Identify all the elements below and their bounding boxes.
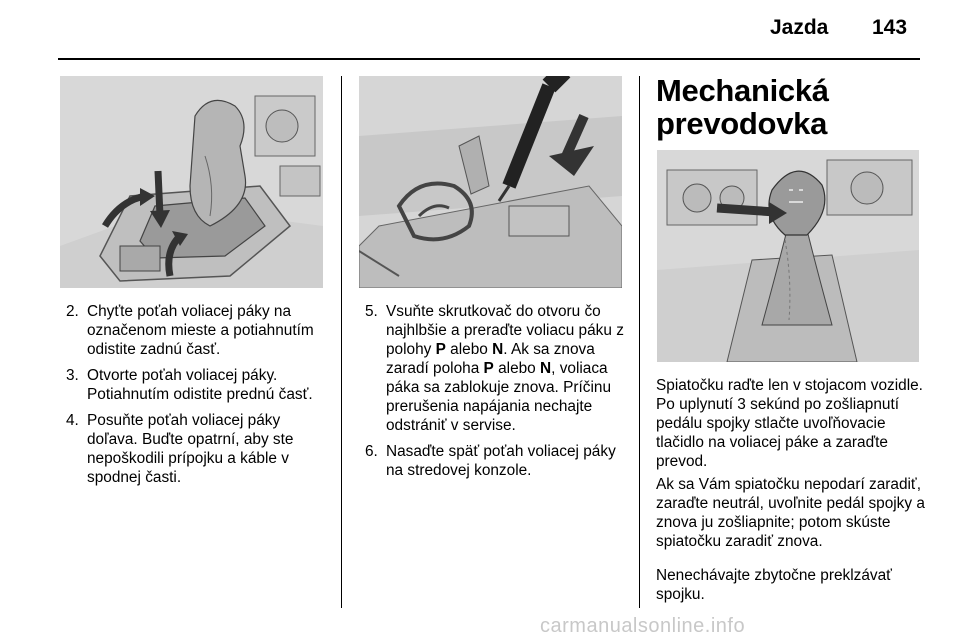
- step-text-part: alebo: [493, 360, 541, 377]
- step-item: [365, 302, 629, 435]
- paragraph: Ak sa Vám spiatočku nepodarí zaradiť, zaraďte neutrál, uvoľnite pedál spojky a znova ju zošliapnite; potom skúste spiatočku zaradiť znova.: [656, 476, 925, 550]
- step-text: Nasaďte späť poťah voliacej páky na stredovej konzole.: [386, 443, 616, 479]
- step-item: [66, 302, 330, 359]
- paragraph: Spiatočku raďte len v stojacom vozidle. Po uplynutí 3 sekúnd po zošliapnutí pedálu spojky stlačte uvoľňovacie tlačidlo na voliacej páke a zaraďte prevod.: [656, 377, 923, 470]
- step-text-part: Vsuňte skrutkovač do otvoru čo najhlbšie a preraďte voliacu páku z polohy: [386, 303, 624, 358]
- section-title: [656, 74, 829, 140]
- page-header-title: Jazda: [770, 16, 829, 39]
- paragraph: Nenechávajte zbytočne preklzávať spojku.: [656, 567, 892, 603]
- step-text-part: , voliaca páka sa zablokuje znova. Príčinu prerušenia napájania nechajte odstrániť v servise.: [386, 360, 612, 434]
- step-item: [66, 411, 330, 487]
- shift-lever-removal-figure: [60, 76, 323, 288]
- mid-steps-list: [365, 302, 629, 487]
- header-rule: [58, 58, 920, 60]
- shift-lever-removal-icon: [60, 76, 323, 288]
- column-divider: [639, 76, 640, 608]
- step-item: [66, 366, 330, 404]
- column-divider: [341, 76, 342, 608]
- step-number: 2.: [66, 303, 79, 320]
- manual-gear-knob-icon: [657, 150, 919, 362]
- step-number: 4.: [66, 412, 79, 429]
- step-text: Otvorte poťah voliacej páky. Potiahnutím odistite prednú časť.: [87, 367, 313, 403]
- step-number: 6.: [365, 443, 378, 460]
- screwdriver-release-figure: [359, 76, 622, 288]
- manual-gear-knob-figure: [657, 150, 919, 362]
- screwdriver-release-icon: [359, 76, 622, 288]
- gear-position-P: P: [435, 341, 446, 358]
- step-text: Chyťte poťah voliacej páky na označenom mieste a potiahnutím odistite zadnú časť.: [87, 303, 314, 358]
- step-text: [386, 303, 624, 434]
- step-text-part: alebo: [445, 341, 493, 358]
- gear-position-N: N: [540, 360, 552, 377]
- watermark-text: carmanualsonline.info: [540, 615, 746, 637]
- section-title-line: Mechanická: [656, 73, 829, 108]
- step-number: 5.: [365, 303, 378, 320]
- step-number: 3.: [66, 367, 79, 384]
- gear-position-N: N: [492, 341, 504, 358]
- page-number: 143: [872, 16, 908, 39]
- step-text: Posuňte poťah voliacej páky doľava. Buďte opatrní, aby ste nepoškodili prípojku a káble v spodnej časti.: [87, 412, 294, 486]
- section-title-line: prevodovka: [656, 106, 828, 141]
- gear-position-P: P: [483, 360, 494, 377]
- step-text-part: . Ak sa znova zaradí poloha: [386, 341, 595, 377]
- left-steps-list: [66, 302, 330, 494]
- step-item: [365, 442, 629, 480]
